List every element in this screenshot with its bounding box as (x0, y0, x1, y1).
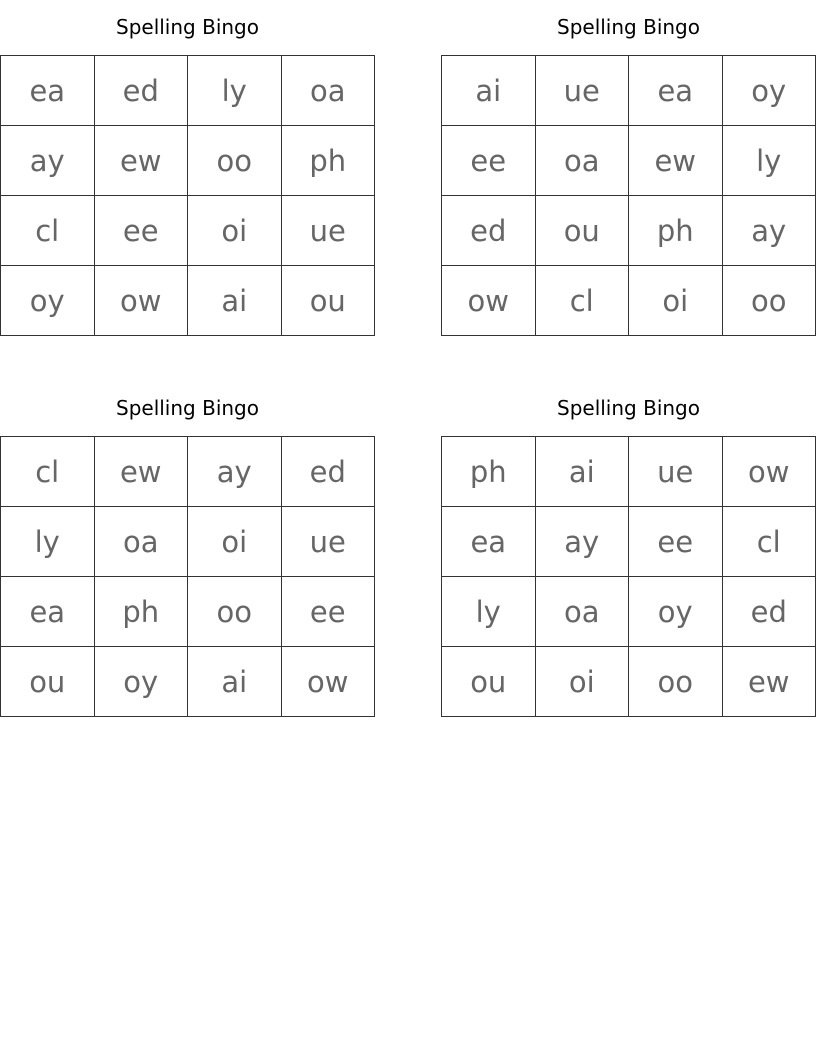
bingo-cell: ph (95, 577, 189, 647)
bingo-grid (441, 55, 816, 336)
bingo-cell: oa (536, 126, 630, 196)
bingo-cell: ay (1, 126, 95, 196)
card-title: Spelling Bingo (557, 396, 700, 420)
bingo-cell: ed (442, 196, 536, 266)
bingo-cell: ue (282, 196, 376, 266)
bingo-cell: oy (723, 56, 816, 126)
bingo-cell: ou (442, 647, 536, 717)
bingo-cell: ou (282, 266, 376, 336)
bingo-cell: ea (629, 56, 723, 126)
bingo-cell: oi (188, 196, 282, 266)
bingo-cell: oa (95, 507, 189, 577)
bingo-cell: ee (95, 196, 189, 266)
bingo-cell: oi (629, 266, 723, 336)
bingo-cell: ly (1, 507, 95, 577)
bingo-cell: oa (282, 56, 376, 126)
bingo-cell: ee (629, 507, 723, 577)
bingo-cell: ue (629, 437, 723, 507)
bingo-cell: oo (188, 577, 282, 647)
card-title: Spelling Bingo (116, 396, 259, 420)
bingo-cell: ay (536, 507, 630, 577)
bingo-cell: cl (723, 507, 816, 577)
bingo-cell: oo (629, 647, 723, 717)
bingo-cell: ai (536, 437, 630, 507)
bingo-cell: oo (188, 126, 282, 196)
bingo-cell: ue (536, 56, 630, 126)
bingo-cell: ph (442, 437, 536, 507)
bingo-cell: oy (95, 647, 189, 717)
bingo-cell: oi (188, 507, 282, 577)
bingo-cell: ai (442, 56, 536, 126)
bingo-cell: ow (282, 647, 376, 717)
bingo-cell: oa (536, 577, 630, 647)
bingo-cell: ow (95, 266, 189, 336)
bingo-grid (0, 55, 375, 336)
card-title: Spelling Bingo (116, 15, 259, 39)
bingo-cell: ai (188, 266, 282, 336)
bingo-cell: cl (1, 437, 95, 507)
bingo-cell: ue (282, 507, 376, 577)
bingo-cell: ly (188, 56, 282, 126)
bingo-cell: cl (536, 266, 630, 336)
bingo-grid (0, 436, 375, 717)
bingo-cell: ow (442, 266, 536, 336)
bingo-cell: ly (723, 126, 816, 196)
bingo-cell: ed (282, 437, 376, 507)
bingo-cell: ay (188, 437, 282, 507)
bingo-cell: ew (95, 126, 189, 196)
bingo-cell: ph (282, 126, 376, 196)
bingo-grid (441, 436, 816, 717)
card-title: Spelling Bingo (557, 15, 700, 39)
bingo-cell: oy (629, 577, 723, 647)
bingo-cell: oy (1, 266, 95, 336)
bingo-cell: ph (629, 196, 723, 266)
bingo-cell: ee (282, 577, 376, 647)
bingo-cell: ew (95, 437, 189, 507)
bingo-cell: ea (1, 56, 95, 126)
bingo-cell: ee (442, 126, 536, 196)
bingo-cell: oi (536, 647, 630, 717)
bingo-cell: ai (188, 647, 282, 717)
bingo-cell: ew (629, 126, 723, 196)
bingo-cell: ou (536, 196, 630, 266)
bingo-cell: ed (723, 577, 816, 647)
bingo-cell: ew (723, 647, 816, 717)
bingo-cell: cl (1, 196, 95, 266)
bingo-cell: ly (442, 577, 536, 647)
bingo-cell: ow (723, 437, 816, 507)
bingo-cell: ed (95, 56, 189, 126)
bingo-cell: ou (1, 647, 95, 717)
bingo-cell: oo (723, 266, 816, 336)
bingo-cell: ay (723, 196, 816, 266)
bingo-cell: ea (1, 577, 95, 647)
bingo-cell: ea (442, 507, 536, 577)
